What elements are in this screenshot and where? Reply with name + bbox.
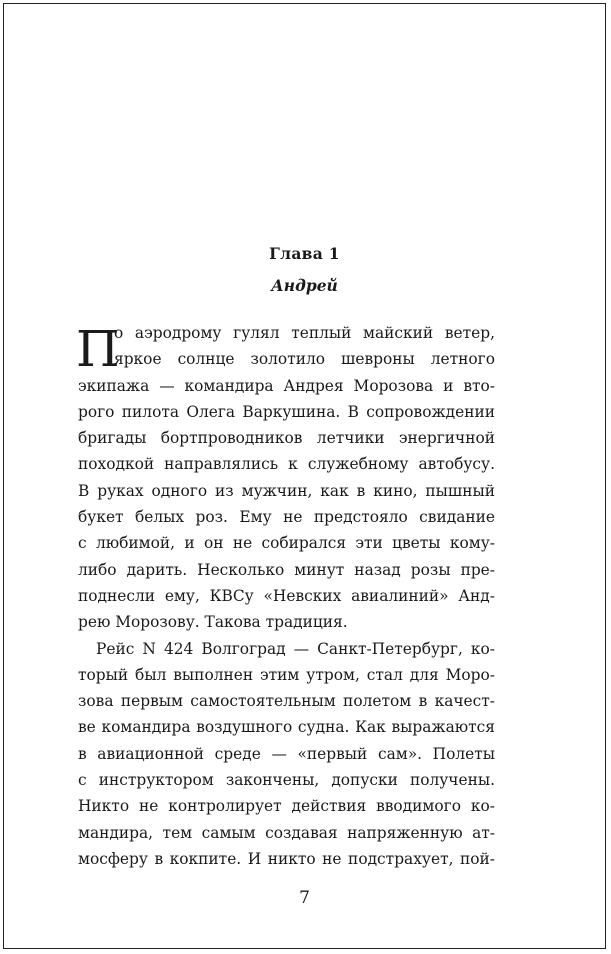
text-line: В руках одного из мужчин, как в кино, пышный bbox=[78, 481, 495, 500]
text-line: торый был выполнен этим утром, стал для Моро- bbox=[78, 665, 495, 684]
text-line: ве командира воздушного судна. Как выражаются bbox=[78, 718, 495, 737]
text-line: бригады бортпроводников летчики энергичной bbox=[78, 429, 495, 448]
book-page bbox=[3, 3, 606, 949]
text-line: о аэродрому гулял теплый майский ветер, bbox=[114, 324, 495, 342]
text-line: букет белых роз. Ему не предстояло свидание bbox=[78, 508, 495, 527]
text-line: рею Морозову. Такова традиция. bbox=[78, 613, 348, 632]
page-number: 7 bbox=[299, 888, 310, 908]
text-line: Никто не контролирует действия вводимого ко- bbox=[78, 797, 495, 816]
text-line: зова первым самостоятельным полетом в качест- bbox=[78, 692, 495, 711]
chapter-subtitle: Андрей bbox=[271, 276, 338, 295]
text-line: яркое солнце золотило шевроны летного bbox=[114, 350, 495, 369]
text-line: мосферу в кокпите. И никто не подстрахует, пой- bbox=[78, 849, 495, 868]
chapter-title: Глава 1 bbox=[269, 244, 340, 263]
text-line: в авиационной среде — «первый сам». Полеты bbox=[78, 744, 495, 763]
text-line: рого пилота Олега Варкушина. В сопровождении bbox=[78, 402, 495, 421]
text-line: поднесли ему, КВСу «Невских авиалиний» Анд- bbox=[78, 586, 495, 605]
text-line: походкой направлялись к служебному автобусу. bbox=[78, 455, 495, 474]
text-line: с инструктором закончены, допуски получены. bbox=[78, 771, 495, 790]
drop-cap: П bbox=[76, 320, 120, 378]
text-line: экипажа — командира Андрея Морозова и вто- bbox=[78, 376, 495, 395]
text-line: Рейс N 424 Волгоград — Санкт-Петербург, ко- bbox=[96, 639, 495, 658]
text-line: с любимой, и он не собирался эти цветы кому- bbox=[78, 534, 495, 553]
body-text bbox=[78, 320, 495, 872]
text-line: мандира, тем самым создавая напряженную ат- bbox=[78, 823, 495, 842]
text-line: либо дарить. Несколько минут назад розы пре- bbox=[78, 560, 495, 579]
